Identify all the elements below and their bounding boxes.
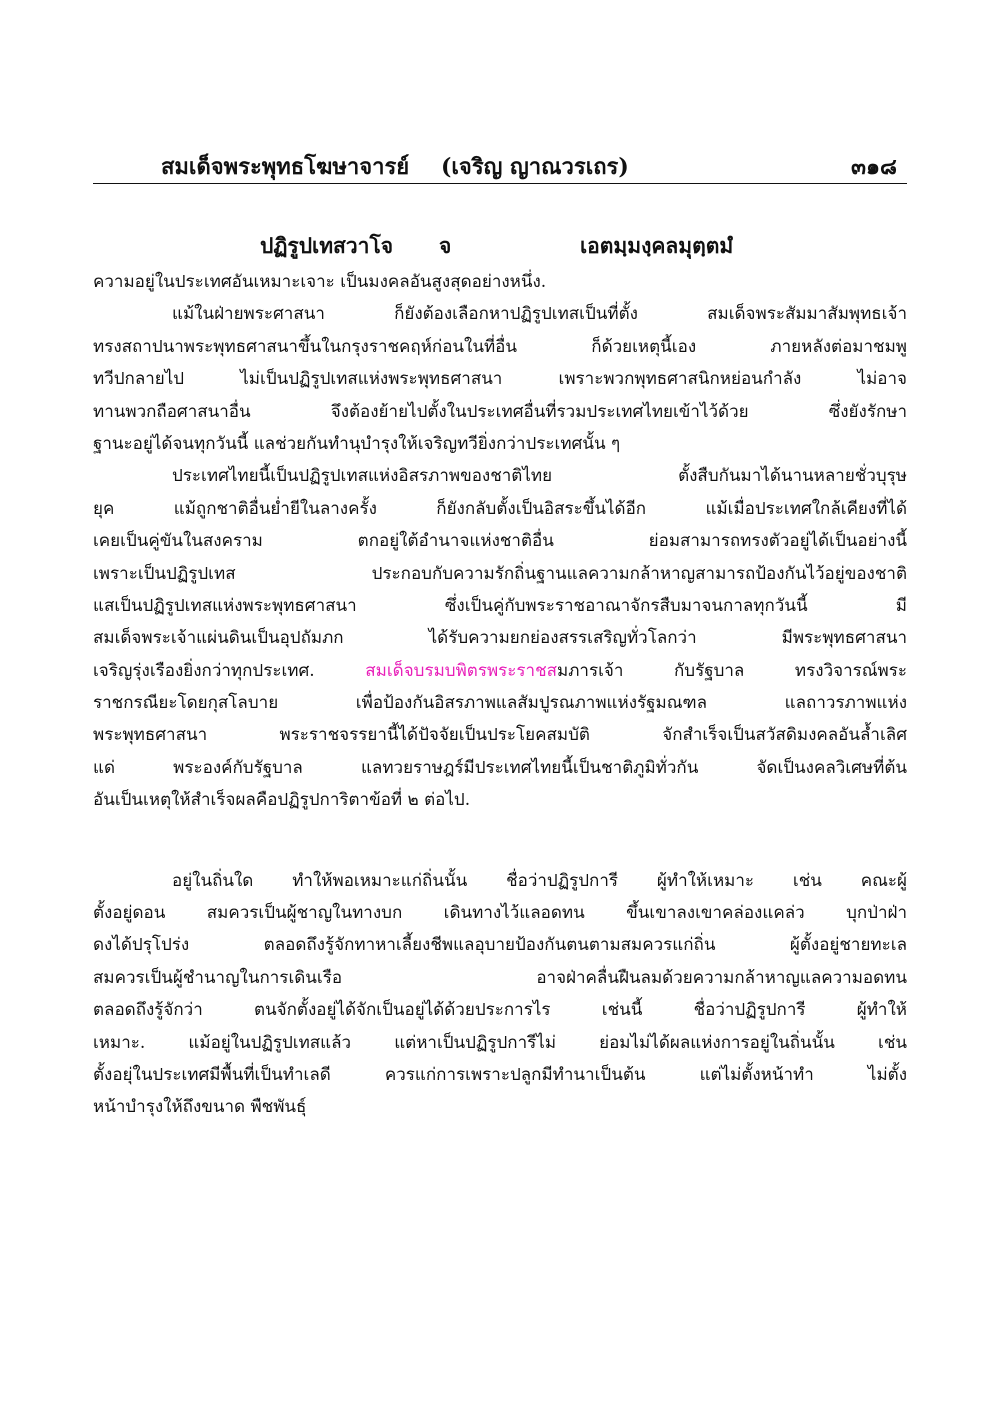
- text-line: ดงได้ปรุโปร่ง ตลอดถึงรู้จักทาหาเลี้ยงชีพแลอุบายป้องกันตนตามสมควรแก่ถิ่น ผู้ตั้งอยู่ชายทะเล: [93, 935, 907, 956]
- text-line: เพราะเป็นปฏิรูปเทส ประกอบกับความรักถิ่นฐานแลความกล้าหาญสามารถป้องกันไว้อยู่ของชาติ: [93, 563, 907, 584]
- text-line: เหมาะ. แม้อยู่ในปฏิรูปเทสแล้ว แต่หาเป็นปฏิรูปการีไม่ ย่อมไม่ได้ผลแห่งการอยู่ในถิ่นนั้น เช่น: [93, 1032, 907, 1053]
- text-segment: มภารเจ้า กับรัฐบาล ทรงวิจารณ์พระ: [557, 660, 907, 681]
- text-line: ฐานะอยู่ได้จนทุกวันนี้ แลช่วยกันทำนุบำรุงให้เจริญทวียิ่งกว่าประเทศนั้น ๆ: [93, 433, 621, 454]
- text-line: สมควรเป็นผู้ชำนาญในการเดินเรือ อาจฝ่าคลื่นฝืนลมด้วยความกล้าหาญแลความอดทน: [93, 967, 907, 988]
- text-line: พระพุทธศาสนา พระราชจรรยานี้ได้ปัจจัยเป็นประโยคสมบัติ จักสำเร็จเป็นสวัสดิมงคลอันล้ำเลิศ: [93, 725, 907, 746]
- text-line: ตั้งอยุ่ในประเทศมีพื้นที่เป็นทำเลดี ควรแก่การเพราะปลูกมีทำนาเป็นต้น แต่ไม่ตั้งหน้าทำ ไม่ตั้ง: [93, 1064, 907, 1085]
- header-monk-name: (เจริญ ญาณวรเถร): [441, 154, 629, 180]
- text-line: สมเด็จพระเจ้าแผ่นดินเป็นอุปถัมภก ได้รับความยกย่องสรรเสริญทั่วโลกว่า มีพระพุทธศาสนา: [93, 628, 907, 649]
- text-line: ทรงสถาปนาพระพุทธศาสนาขึ้นในกรุงราชคฤห์ก่อนในที่อื่น ก็ด้วยเหตุนี้เอง ภายหลังต่อมาชมพู: [93, 336, 907, 357]
- text-line: แสเป็นปฏิรูปเทสแห่งพระพุทธศาสนา ซึ่งเป็นคู่กับพระราชอาณาจักรสืบมาจนกาลทุกวันนี้ มี: [93, 595, 907, 616]
- text-line: แม้ในฝ่ายพระศาสนา ก็ยังต้องเลือกหาปฏิรูปเทสเป็นที่ตั้ง สมเด็จพระสัมมาสัมพุทธเจ้า: [172, 304, 907, 325]
- text-line: อยู่ในถิ่นใด ทำให้พอเหมาะแก่ถิ่นนั้น ชื่อว่าปฏิรูปการี ผู้ทำให้เหมาะ เช่น คณะผู้: [172, 870, 907, 891]
- text-line: ตั้งอยู่ดอน สมควรเป็นผู้ชาญในทางบก เดินทางไว้แลอดทน ขึ้นเขาลงเขาคล่องแคล่ว บุกป่าฝ่า: [93, 903, 907, 924]
- body-text: [93, 266, 907, 1124]
- text-line: ความอยู่ในประเทศอันเหมาะเจาะ เป็นมงคลอันสูงสุดอย่างหนึ่ง.: [93, 272, 547, 292]
- text-line: ราชกรณียะโดยกุสโลบาย เพื่อป้องกันอิสรภาพแลสัมปูรณภาพแห่งรัฐมณฑล แลถาวรภาพแห่ง: [93, 693, 907, 714]
- pali-verse-part-2: จ: [439, 233, 452, 258]
- text-line: ยุค แม้ถูกชาติอื่นย่ำยีในลางครั้ง ก็ยังกลับตั้งเป็นอิสระขึ้นได้อีก แม้เมื่อประเทศใกล้เคียงที่ได้: [93, 498, 907, 519]
- header-author: สมเด็จพระพุทธโฆษาจารย์: [161, 154, 410, 180]
- pali-verse: [93, 226, 907, 266]
- running-header: [93, 145, 907, 185]
- text-line: ประเทศไทยนี้เป็นปฏิรูปเทสแห่งอิสรภาพของชาติไทย ตั้งสืบกันมาได้นานหลายชั่วบุรุษ: [172, 466, 907, 487]
- text-line: อันเป็นเหตุให้สำเร็จผลคือปฏิรูปการิตาข้อที่ ๒ ต่อไป.: [93, 790, 471, 811]
- text-line-highlighted: [93, 655, 907, 687]
- text-line: หน้าบำรุงให้ถึงขนาด พืชพันธุ์: [93, 1097, 307, 1118]
- text-line: ตลอดถึงรู้จักว่า ตนจักตั้งอยู่ได้จักเป็นอยู่ได้ด้วยประการไร เช่นนี้ ชื่อว่าปฏิรูปการี ผู้ทำให้: [93, 1000, 907, 1021]
- header-rule: [93, 183, 907, 184]
- highlighted-royal-title: สมเด็จบรมบพิตรพระราชส: [365, 660, 558, 681]
- paragraph-gap: [93, 817, 907, 865]
- text-line: แด่ พระองค์กับรัฐบาล แลทวยราษฎร์มีประเทศไทยนี้เป็นชาติภูมิทั่วกัน จัดเป็นงคลวิเศษที่ต้น: [93, 757, 907, 778]
- paragraph-religion: [93, 298, 907, 460]
- page-number: ๓๑๘: [851, 154, 897, 180]
- text-line: ทานพวกถือศาสนาอื่น จึงต้องย้ายไปตั้งในประเทศอื่นที่รวมประเทศไทยเข้าไว้ด้วย ซึ่งยังรักษา: [93, 401, 907, 422]
- pali-verse-part-3: เอตมฺมงฺคลมุตฺตมํ: [580, 233, 734, 258]
- paragraph-thailand: [93, 460, 907, 816]
- pali-verse-part-1: ปฏิรูปเทสวาโจ: [260, 233, 394, 258]
- text-segment: เจริญรุ่งเรืองยิ่งกว่าทุกประเทศ.: [93, 660, 366, 681]
- paragraph-translation: [93, 266, 907, 298]
- paragraph-suitable-conduct: [93, 865, 907, 1124]
- text-line: ทวีปกลายไป ไม่เป็นปฏิรูปเทสแห่งพระพุทธศาสนา เพราะพวกพุทธศาสนิกหย่อนกำลัง ไม่อาจ: [93, 369, 907, 390]
- text-line: เคยเป็นคู่ขันในสงคราม ตกอยู่ใต้อำนาจแห่งชาติอื่น ย่อมสามารถทรงตัวอยู่ได้เป็นอย่างนี้: [93, 531, 907, 552]
